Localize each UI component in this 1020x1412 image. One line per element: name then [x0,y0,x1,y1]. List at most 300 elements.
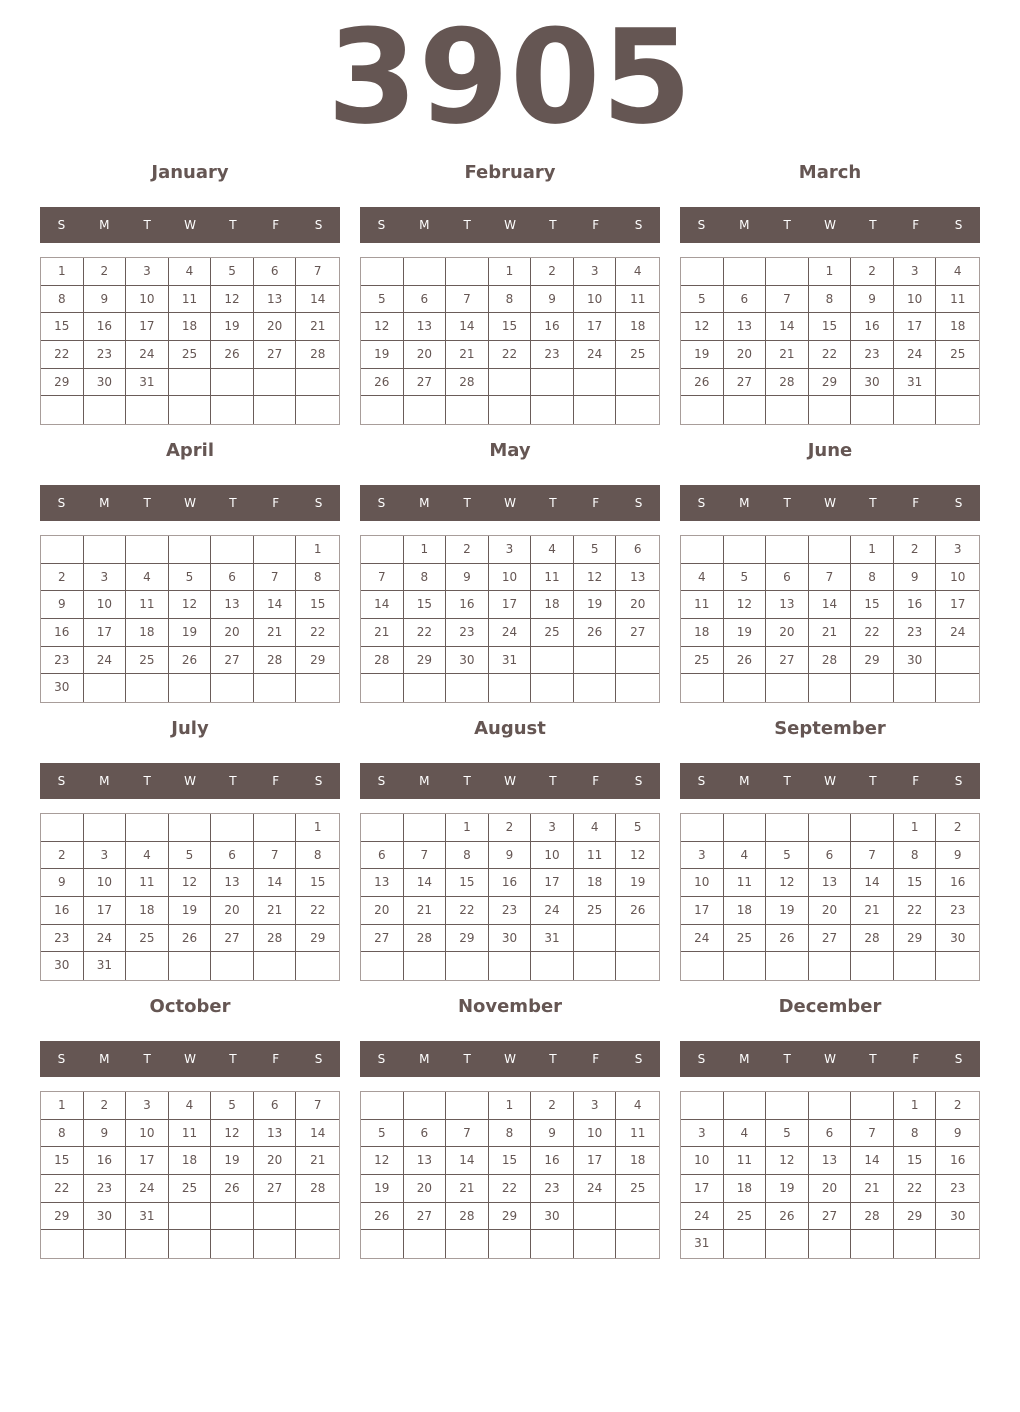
day-cell: 11 [616,1120,659,1148]
empty-cell [169,1203,212,1231]
day-cell: 15 [809,313,852,341]
day-cell: 16 [41,897,84,925]
day-cell: 4 [616,1092,659,1120]
day-cell: 20 [404,1175,447,1203]
day-cell: 12 [724,591,767,619]
day-cell: 9 [531,1120,574,1148]
day-cell: 8 [41,1120,84,1148]
weekday-label: M [419,774,430,788]
weekday-label: S [377,1052,386,1066]
weekday-label: F [592,774,600,788]
day-cell: 31 [894,369,937,397]
day-cell: 30 [41,952,84,980]
day-cell: 14 [361,591,404,619]
day-cell: 12 [361,1147,404,1175]
day-cell: 29 [489,1203,532,1231]
day-cell: 9 [446,564,489,592]
day-cell: 5 [574,536,617,564]
empty-cell [574,952,617,980]
day-cell: 22 [809,341,852,369]
day-cell: 5 [211,258,254,286]
day-cell: 16 [84,313,127,341]
day-cell: 14 [404,869,447,897]
day-cell: 1 [489,258,532,286]
day-cell: 14 [809,591,852,619]
empty-cell [936,396,979,424]
day-cell: 21 [254,897,297,925]
empty-cell [169,952,212,980]
empty-cell [766,258,809,286]
empty-cell [84,674,127,702]
empty-cell [84,1230,127,1258]
empty-cell [446,1230,489,1258]
day-cell: 3 [894,258,937,286]
day-cell: 11 [169,286,212,314]
day-cell: 10 [894,286,937,314]
day-cell: 22 [489,1175,532,1203]
weekday-label: S [634,218,643,232]
day-cell: 8 [894,842,937,870]
empty-cell [616,1203,659,1231]
day-cell: 27 [211,925,254,953]
empty-cell [894,952,937,980]
empty-cell [851,814,894,842]
day-cell: 21 [446,341,489,369]
day-cell: 22 [489,341,532,369]
day-cell: 19 [724,619,767,647]
empty-cell [894,1230,937,1258]
day-cell: 15 [446,869,489,897]
empty-cell [169,814,212,842]
day-cell: 6 [211,842,254,870]
weekday-label: S [697,218,706,232]
weekday-header [680,207,980,243]
day-cell: 26 [211,1175,254,1203]
day-cell: 17 [681,1175,724,1203]
day-cell: 28 [296,341,339,369]
day-cell: 21 [296,313,339,341]
weekday-label: S [954,496,963,510]
day-cell: 21 [446,1175,489,1203]
weekday-label: T [143,774,151,788]
day-cell: 26 [169,925,212,953]
empty-cell [724,1092,767,1120]
day-cell: 7 [254,564,297,592]
day-cell: 20 [616,591,659,619]
day-cell: 9 [936,842,979,870]
empty-cell [296,369,339,397]
day-cell: 29 [41,1203,84,1231]
day-cell: 6 [616,536,659,564]
day-cell: 11 [169,1120,212,1148]
day-cell: 2 [489,814,532,842]
weekday-label: S [57,218,66,232]
weekday-label: F [912,1052,920,1066]
day-cell: 3 [126,1092,169,1120]
day-cell: 1 [446,814,489,842]
day-cell: 24 [681,1203,724,1231]
day-cell: 1 [404,536,447,564]
day-cell: 22 [404,619,447,647]
day-cell: 27 [254,1175,297,1203]
weekday-label: S [634,496,643,510]
day-cell: 7 [296,1092,339,1120]
day-cell: 13 [404,313,447,341]
empty-cell [211,674,254,702]
day-cell: 26 [681,369,724,397]
day-cell: 9 [894,564,937,592]
weekday-label: W [504,774,516,788]
day-cell: 19 [681,341,724,369]
day-cell: 2 [41,564,84,592]
day-cell: 3 [531,814,574,842]
day-cell: 5 [766,1120,809,1148]
weekday-label: W [504,218,516,232]
empty-cell [724,536,767,564]
day-cell: 25 [126,925,169,953]
empty-cell [84,396,127,424]
empty-cell [766,952,809,980]
day-cell: 3 [126,258,169,286]
day-grid [40,813,340,981]
weekday-label: W [504,1052,516,1066]
empty-cell [681,258,724,286]
weekday-header [680,763,980,799]
empty-cell [574,369,617,397]
day-cell: 29 [41,369,84,397]
day-cell: 20 [809,897,852,925]
month-title: July [171,718,209,739]
weekday-label: T [549,1052,557,1066]
day-cell: 24 [84,925,127,953]
day-grid [360,535,660,703]
empty-cell [169,396,212,424]
empty-cell [489,369,532,397]
month-title: June [807,440,853,461]
day-cell: 18 [531,591,574,619]
weekday-label: S [57,496,66,510]
day-cell: 3 [681,842,724,870]
day-cell: 2 [894,536,937,564]
day-cell: 8 [41,286,84,314]
empty-cell [681,536,724,564]
day-cell: 3 [84,842,127,870]
day-cell: 18 [724,897,767,925]
day-cell: 10 [126,286,169,314]
weekday-label: T [229,1052,237,1066]
day-cell: 20 [254,313,297,341]
empty-cell [616,396,659,424]
day-cell: 14 [296,1120,339,1148]
empty-cell [531,674,574,702]
day-grid [40,535,340,703]
day-cell: 6 [766,564,809,592]
day-cell: 17 [84,897,127,925]
empty-cell [616,674,659,702]
day-cell: 2 [41,842,84,870]
day-cell: 19 [766,897,809,925]
day-cell: 16 [936,1147,979,1175]
empty-cell [404,1230,447,1258]
day-cell: 19 [574,591,617,619]
day-cell: 17 [936,591,979,619]
day-grid [680,535,980,703]
weekday-label: T [463,774,471,788]
empty-cell [851,1092,894,1120]
empty-cell [809,1230,852,1258]
day-cell: 9 [489,842,532,870]
day-cell: 22 [894,897,937,925]
empty-cell [126,536,169,564]
day-cell: 21 [361,619,404,647]
day-cell: 18 [616,1147,659,1175]
day-cell: 13 [766,591,809,619]
day-cell: 7 [296,258,339,286]
empty-cell [936,674,979,702]
day-cell: 1 [851,536,894,564]
day-cell: 18 [574,869,617,897]
weekday-header [40,485,340,521]
weekday-label: F [272,496,280,510]
empty-cell [211,1203,254,1231]
day-cell: 3 [574,258,617,286]
empty-cell [681,952,724,980]
empty-cell [809,536,852,564]
day-cell: 9 [41,591,84,619]
weekday-label: T [143,496,151,510]
weekday-label: S [314,218,323,232]
empty-cell [616,369,659,397]
day-cell: 15 [404,591,447,619]
day-cell: 20 [211,619,254,647]
weekday-label: W [504,496,516,510]
day-cell: 18 [169,1147,212,1175]
empty-cell [404,674,447,702]
month-title: February [464,162,556,183]
weekday-label: S [57,1052,66,1066]
weekday-label: T [143,1052,151,1066]
weekday-label: S [954,218,963,232]
day-cell: 25 [724,925,767,953]
day-cell: 12 [766,1147,809,1175]
empty-cell [936,647,979,675]
day-cell: 31 [84,952,127,980]
month-title: August [474,718,546,739]
day-cell: 22 [41,341,84,369]
weekday-header [360,485,660,521]
day-cell: 2 [851,258,894,286]
weekday-label: F [592,496,600,510]
empty-cell [211,396,254,424]
weekday-label: S [314,774,323,788]
day-cell: 25 [531,619,574,647]
day-cell: 15 [894,1147,937,1175]
day-cell: 10 [489,564,532,592]
day-cell: 31 [126,1203,169,1231]
empty-cell [809,674,852,702]
day-cell: 15 [296,591,339,619]
day-cell: 17 [84,619,127,647]
month-title: May [489,440,531,461]
day-cell: 14 [446,313,489,341]
day-cell: 28 [361,647,404,675]
day-cell: 26 [766,1203,809,1231]
weekday-label: T [869,218,877,232]
weekday-label: S [697,1052,706,1066]
empty-cell [574,396,617,424]
weekday-label: T [549,496,557,510]
empty-cell [361,1092,404,1120]
empty-cell [361,814,404,842]
empty-cell [211,536,254,564]
day-cell: 13 [211,591,254,619]
day-cell: 23 [531,1175,574,1203]
weekday-header [680,1041,980,1077]
weekday-label: T [783,218,791,232]
day-cell: 5 [361,286,404,314]
day-cell: 6 [361,842,404,870]
day-cell: 25 [616,341,659,369]
empty-cell [211,369,254,397]
empty-cell [446,1092,489,1120]
day-cell: 30 [851,369,894,397]
day-cell: 7 [809,564,852,592]
weekday-label: T [783,496,791,510]
day-cell: 20 [724,341,767,369]
day-cell: 30 [936,1203,979,1231]
empty-cell [254,369,297,397]
empty-cell [254,536,297,564]
day-cell: 6 [809,842,852,870]
day-cell: 1 [296,814,339,842]
empty-cell [254,1230,297,1258]
weekday-label: M [739,774,750,788]
day-cell: 1 [296,536,339,564]
day-cell: 11 [681,591,724,619]
day-cell: 23 [894,619,937,647]
day-cell: 3 [681,1120,724,1148]
empty-cell [446,258,489,286]
weekday-label: S [954,774,963,788]
empty-cell [211,1230,254,1258]
day-cell: 17 [574,1147,617,1175]
empty-cell [404,952,447,980]
day-cell: 2 [936,814,979,842]
day-cell: 11 [531,564,574,592]
empty-cell [126,952,169,980]
empty-cell [766,1230,809,1258]
day-cell: 20 [766,619,809,647]
empty-cell [809,1092,852,1120]
day-grid [680,257,980,425]
day-cell: 27 [809,925,852,953]
day-cell: 23 [531,341,574,369]
day-cell: 17 [126,1147,169,1175]
day-cell: 15 [489,1147,532,1175]
weekday-label: T [463,218,471,232]
day-cell: 21 [851,897,894,925]
month-title: January [151,162,229,183]
empty-cell [296,952,339,980]
weekday-label: T [549,774,557,788]
empty-cell [84,814,127,842]
empty-cell [169,369,212,397]
day-cell: 27 [809,1203,852,1231]
month-title: September [774,718,886,739]
day-cell: 24 [489,619,532,647]
day-cell: 13 [724,313,767,341]
day-grid [40,1091,340,1259]
weekday-label: W [824,218,836,232]
empty-cell [531,952,574,980]
day-cell: 27 [766,647,809,675]
day-cell: 26 [724,647,767,675]
day-cell: 10 [126,1120,169,1148]
day-cell: 11 [126,869,169,897]
empty-cell [851,952,894,980]
day-cell: 28 [254,925,297,953]
day-cell: 6 [809,1120,852,1148]
empty-cell [616,1230,659,1258]
empty-cell [724,396,767,424]
weekday-label: W [824,774,836,788]
day-cell: 14 [254,591,297,619]
month-title: April [165,440,215,461]
empty-cell [851,1230,894,1258]
day-cell: 22 [851,619,894,647]
day-cell: 1 [894,814,937,842]
day-cell: 24 [531,897,574,925]
day-cell: 24 [126,1175,169,1203]
empty-cell [851,396,894,424]
day-cell: 5 [169,564,212,592]
day-cell: 9 [936,1120,979,1148]
day-cell: 14 [851,869,894,897]
empty-cell [809,814,852,842]
empty-cell [894,674,937,702]
day-cell: 28 [446,369,489,397]
day-cell: 25 [681,647,724,675]
day-cell: 12 [169,591,212,619]
day-cell: 2 [531,258,574,286]
empty-cell [851,674,894,702]
day-cell: 22 [296,619,339,647]
day-cell: 28 [446,1203,489,1231]
day-cell: 28 [809,647,852,675]
day-cell: 18 [126,619,169,647]
weekday-label: M [419,218,430,232]
empty-cell [616,925,659,953]
day-cell: 26 [169,647,212,675]
day-cell: 17 [894,313,937,341]
weekday-label: T [229,496,237,510]
day-grid [40,257,340,425]
empty-cell [169,536,212,564]
day-cell: 10 [84,591,127,619]
weekday-label: F [912,496,920,510]
day-grid [360,1091,660,1259]
day-cell: 25 [126,647,169,675]
weekday-label: F [592,218,600,232]
day-cell: 5 [616,814,659,842]
empty-cell [809,952,852,980]
day-cell: 18 [169,313,212,341]
weekday-label: S [954,1052,963,1066]
empty-cell [41,814,84,842]
day-cell: 12 [211,286,254,314]
day-cell: 7 [254,842,297,870]
empty-cell [404,396,447,424]
